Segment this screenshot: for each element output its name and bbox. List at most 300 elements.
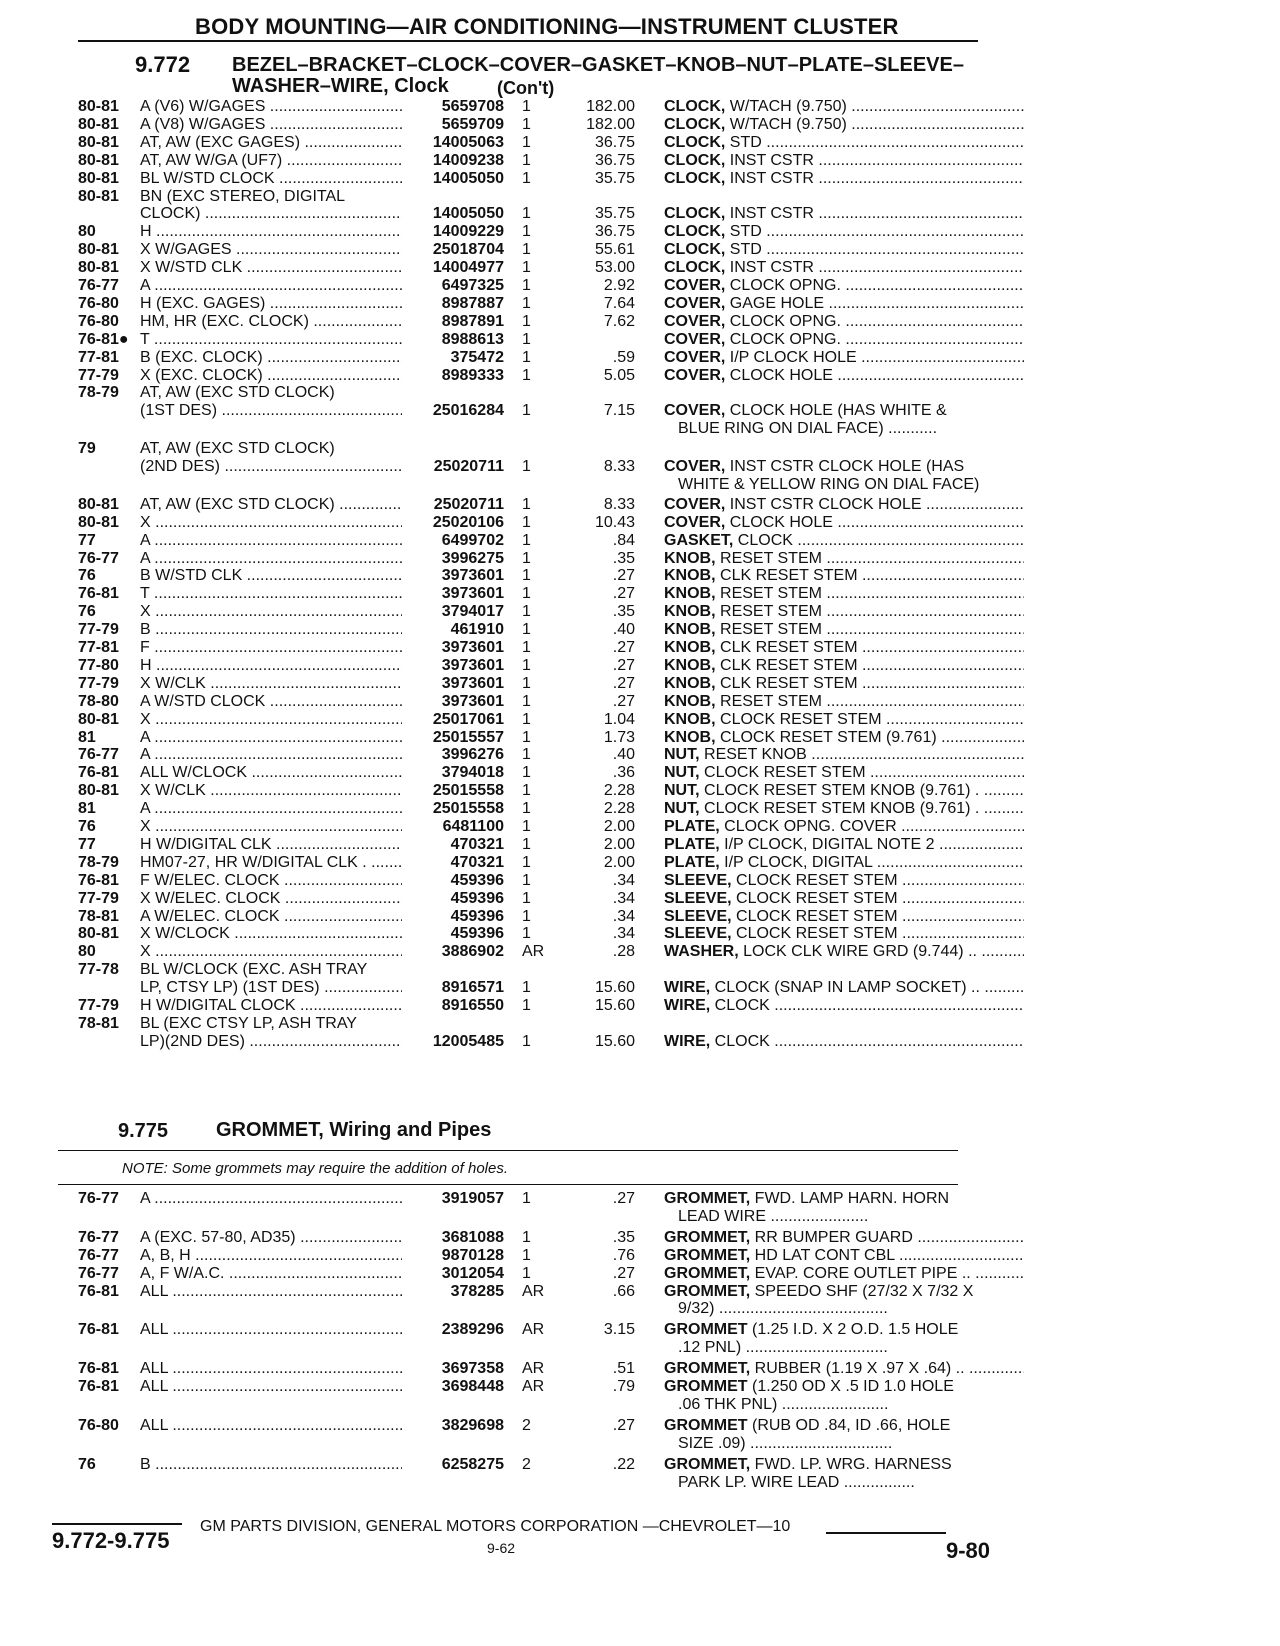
quantity: 1 [522, 348, 531, 366]
part-name: PLATE, [664, 853, 720, 871]
table-row [0, 1417, 1020, 1435]
quantity: 1 [522, 925, 531, 943]
price: .84 [612, 531, 635, 549]
part-number: 8987887 [441, 294, 504, 312]
table-row [0, 188, 1020, 206]
part-detail: CLOCK [710, 997, 770, 1014]
part-name: CLOCK, [664, 98, 726, 115]
part-name: CLOCK, [664, 259, 726, 277]
model-year: 80-81 [78, 169, 119, 187]
part-description [664, 1417, 1024, 1435]
application: ALL ..... [140, 1417, 402, 1435]
part-name: PLATE, [664, 818, 720, 835]
table-row [0, 925, 1020, 943]
section2-rule-top [58, 1150, 958, 1151]
part-detail: (RUB OD .84, ID .66, HOLE [747, 1416, 951, 1434]
application: AT, AW (EXC STD CLOCK) [140, 384, 335, 402]
part-detail: CLK RESET STEM [715, 656, 858, 674]
part-detail: CLOCK RESET STEM KNOB (9.761) . [699, 800, 980, 818]
application: A (V8) W/GAGES ..... [140, 116, 402, 134]
application: CLOCK) ..... [140, 205, 402, 223]
part-name: COVER, [664, 294, 726, 312]
application: H (EXC. GAGES) ..... [140, 295, 402, 313]
table-row [0, 349, 1020, 367]
model-year: 80 [78, 943, 96, 961]
quantity: AR [522, 1360, 545, 1378]
part-description [664, 223, 1024, 241]
part-description [664, 331, 1024, 349]
part-description [664, 349, 1024, 367]
price: .35 [612, 1228, 635, 1246]
table-row [0, 890, 1020, 908]
application: A ..... [140, 729, 402, 747]
quantity: 1 [522, 728, 531, 746]
part-detail: INST CSTR [725, 169, 814, 187]
part-name: NUT, [664, 800, 700, 818]
application: X ..... [140, 514, 402, 532]
part-detail: LOCK CLK WIRE GRD (9.744) .. [738, 943, 977, 961]
table-row [0, 1360, 1020, 1378]
table-row [0, 943, 1020, 961]
table-row [0, 1265, 1020, 1283]
quantity: 1 [522, 782, 531, 800]
price: .36 [612, 764, 635, 782]
application: LP, CTSY LP) (1ST DES) ..... [140, 979, 402, 997]
part-detail: STD [725, 241, 762, 259]
part-number: 8916571 [441, 979, 504, 997]
part-detail: EVAP. CORE OUTLET PIPE .. [750, 1264, 971, 1282]
quantity: 1 [522, 818, 531, 835]
application: A ..... [140, 532, 402, 550]
application: A ..... [140, 800, 402, 818]
model-year: 77 [78, 835, 96, 853]
quantity: AR [522, 1282, 545, 1300]
price: 8.33 [603, 495, 635, 513]
model-year: 77-79 [78, 889, 119, 907]
part-number: 3919057 [441, 1190, 504, 1207]
model-year: 77-79 [78, 997, 119, 1014]
table-row [0, 621, 1020, 639]
part-description [664, 997, 1024, 1015]
quantity: 1 [522, 223, 531, 241]
quantity: 1 [522, 639, 531, 656]
part-description [664, 514, 1024, 532]
model-year: 76-80 [78, 312, 119, 330]
part-name: KNOB, [664, 549, 716, 567]
part-description [664, 657, 1024, 675]
part-description [664, 205, 1024, 223]
part-number: 3794017 [441, 603, 504, 621]
table-row [0, 458, 1020, 476]
part-description [664, 1456, 1024, 1474]
part-number: 2389296 [441, 1321, 504, 1339]
part-detail: INST CSTR CLOCK HOLE (HAS [725, 458, 965, 475]
table-row [0, 693, 1020, 711]
part-number: 3886902 [441, 943, 504, 961]
part-description [664, 1033, 1024, 1051]
table-row [0, 567, 1020, 585]
part-number: 9870128 [441, 1246, 504, 1264]
quantity: 1 [522, 495, 531, 513]
table-row [0, 1015, 1020, 1033]
model-year: 77-79 [78, 674, 119, 692]
model-year: 80-81 [78, 710, 119, 728]
footer-rule-left [52, 1523, 182, 1525]
part-number: 12005485 [432, 1032, 504, 1050]
part-detail: INST CSTR [725, 205, 814, 223]
part-name: GROMMET, [664, 1264, 751, 1282]
part-number: 14005050 [432, 169, 504, 187]
table-row [0, 259, 1020, 277]
model-year: 79 [78, 440, 96, 458]
price: .35 [612, 603, 635, 621]
part-name: WASHER, [664, 943, 739, 961]
price: 36.75 [594, 223, 635, 241]
application: A W/ELEC. CLOCK ..... [140, 908, 402, 926]
application: A W/STD CLOCK ..... [140, 693, 402, 711]
model-year: 80-81 [78, 782, 119, 800]
model-year: 76-80 [78, 294, 119, 312]
part-name: GROMMET, [664, 1360, 751, 1378]
part-description [664, 1321, 1024, 1339]
part-name: KNOB, [664, 692, 716, 710]
application: ALL ..... [140, 1378, 402, 1396]
price: 7.62 [603, 312, 635, 330]
part-detail: CLOCK OPNG. COVER [719, 818, 897, 835]
quantity: 1 [522, 205, 531, 223]
quantity: 1 [522, 835, 531, 853]
quantity: 1 [522, 549, 531, 567]
part-number: 25015558 [432, 800, 504, 818]
part-name: COVER, [664, 513, 726, 531]
model-year: 76 [78, 818, 96, 835]
part-detail: CLK RESET STEM [715, 674, 858, 692]
price: 15.60 [594, 997, 635, 1014]
part-description [664, 585, 1024, 603]
application: ALL ..... [140, 1283, 402, 1301]
application: X ..... [140, 943, 402, 961]
part-detail: CLOCK OPNG. [725, 312, 841, 330]
table-row [0, 313, 1020, 331]
model-year: 77-79 [78, 621, 119, 639]
footer-rule-right [826, 1532, 946, 1534]
quantity: 1 [522, 241, 531, 259]
model-year: 80-81 [78, 151, 119, 169]
part-number: 461910 [450, 621, 504, 639]
price: .34 [612, 871, 635, 889]
model-year: 76-77 [78, 746, 119, 764]
quantity: 1 [522, 853, 531, 871]
part-number: 3973601 [441, 674, 504, 692]
part-detail: CLOCK OPNG. [725, 277, 841, 294]
table-row [0, 550, 1020, 568]
part-number: 459396 [450, 889, 504, 907]
price: 7.15 [603, 402, 635, 420]
model-year: 76 [78, 567, 96, 585]
price: .27 [612, 656, 635, 674]
quantity: 1 [522, 997, 531, 1014]
price: .28 [612, 943, 635, 961]
part-description [664, 711, 1024, 729]
model-year: 80-81 [78, 925, 119, 943]
quantity: 1 [522, 330, 531, 348]
part-number: 5659709 [441, 115, 504, 133]
section-title-line1: BEZEL–BRACKET–CLOCK–COVER–GASKET–KNOB–NUT–PLATE–SLEEVE– [232, 54, 964, 76]
part-description [664, 943, 1024, 961]
part-number: 25016284 [432, 402, 504, 420]
application: X ..... [140, 711, 402, 729]
part-description [664, 1190, 1024, 1208]
part-name: SLEEVE, [664, 925, 732, 943]
application: A ..... [140, 1190, 402, 1208]
part-name: SLEEVE, [664, 889, 732, 907]
part-description-continued: WHITE & YELLOW RING ON DIAL FACE) [678, 475, 980, 493]
part-description [664, 746, 1024, 764]
part-name: GROMMET, [664, 1455, 751, 1473]
part-detail: CLOCK HOLE [725, 513, 833, 531]
table-row [0, 711, 1020, 729]
price: .27 [612, 1264, 635, 1282]
part-number: 25018704 [432, 241, 504, 259]
quantity: 1 [522, 871, 531, 889]
quantity: 1 [522, 513, 531, 531]
part-description [664, 854, 1024, 872]
table-row [0, 1190, 1020, 1208]
part-name: KNOB, [664, 710, 716, 728]
table-row [0, 1456, 1020, 1474]
price: 2.28 [603, 800, 635, 818]
price: 2.92 [603, 277, 635, 294]
part-detail: CLOCK (SNAP IN LAMP SOCKET) .. [710, 979, 980, 997]
part-number: 3996275 [441, 549, 504, 567]
part-description [664, 550, 1024, 568]
quantity: 1 [522, 98, 531, 115]
price: .40 [612, 746, 635, 764]
application: BL (EXC CTSY LP, ASH TRAY [140, 1014, 357, 1032]
table-row [0, 746, 1020, 764]
part-detail: INST CSTR [725, 151, 814, 169]
part-name: COVER, [664, 458, 726, 475]
price: 35.75 [594, 169, 635, 187]
table-row [0, 116, 1020, 134]
part-description [664, 259, 1024, 277]
part-description [664, 295, 1024, 313]
table-row [0, 514, 1020, 532]
table-row [0, 657, 1020, 675]
model-year: 78-79 [78, 384, 119, 402]
model-year: 78-80 [78, 692, 119, 710]
price: 7.64 [603, 294, 635, 312]
model-year: 77-79 [78, 366, 119, 384]
price: 5.05 [603, 366, 635, 384]
part-number: 3794018 [441, 764, 504, 782]
model-year: 77-78 [78, 961, 119, 979]
page-header: BODY MOUNTING—AIR CONDITIONING—INSTRUMENT CLUSTER [195, 14, 899, 39]
application: X ..... [140, 603, 402, 621]
quantity: AR [522, 1321, 545, 1339]
application: A (EXC. 57-80, AD35) ..... [140, 1229, 402, 1247]
model-year: 76-81 [78, 1282, 119, 1300]
part-name: GROMMET, [664, 1190, 751, 1207]
part-number: 8989333 [441, 366, 504, 384]
table-row [0, 997, 1020, 1015]
quantity: 1 [522, 585, 531, 603]
application: B ..... [140, 621, 402, 639]
quantity: 1 [522, 115, 531, 133]
application: A ..... [140, 746, 402, 764]
model-year: 80-81 [78, 259, 119, 277]
part-name: CLOCK, [664, 133, 726, 151]
table-row [0, 134, 1020, 152]
part-detail: GAGE HOLE [725, 294, 825, 312]
model-year: 80-81 [78, 513, 119, 531]
part-number: 3697358 [441, 1360, 504, 1378]
table-row [0, 440, 1020, 458]
part-description-continued: SIZE .09) ................................ [678, 1434, 893, 1452]
model-year: 76 [78, 1455, 96, 1473]
part-description [664, 1247, 1024, 1265]
table-row [0, 872, 1020, 890]
table-row [0, 367, 1020, 385]
quantity: 1 [522, 1246, 531, 1264]
part-number: 14005063 [432, 133, 504, 151]
part-description [664, 367, 1024, 385]
price: 2.00 [603, 853, 635, 871]
model-year: 76 [78, 603, 96, 621]
table-row [0, 854, 1020, 872]
part-name: KNOB, [664, 656, 716, 674]
quantity: 1 [522, 692, 531, 710]
part-name: SLEEVE, [664, 907, 732, 925]
model-year: 76-80 [78, 1416, 119, 1434]
section2-rule-bottom [58, 1184, 958, 1185]
quantity: 1 [522, 1228, 531, 1246]
model-year: 76-77 [78, 277, 119, 294]
price: .34 [612, 925, 635, 943]
part-number: 6497325 [441, 277, 504, 294]
quantity: 1 [522, 1190, 531, 1207]
quantity: 1 [522, 169, 531, 187]
part-name: KNOB, [664, 674, 716, 692]
part-description [664, 98, 1024, 116]
part-description [664, 890, 1024, 908]
quantity: 1 [522, 567, 531, 585]
price: .27 [612, 674, 635, 692]
model-year: 77-81 [78, 348, 119, 366]
part-description [664, 402, 1024, 420]
part-description-continued: LEAD WIRE ...................... [678, 1207, 869, 1225]
table-row [0, 1247, 1020, 1265]
application: AT, AW W/GA (UF7) ..... [140, 152, 402, 170]
table-row [0, 961, 1020, 979]
quantity: 1 [522, 312, 531, 330]
price: .66 [612, 1282, 635, 1300]
part-detail: FWD. LAMP HARN. HORN [750, 1190, 950, 1207]
application: ALL ..... [140, 1360, 402, 1378]
part-name: COVER, [664, 330, 726, 348]
quantity: 1 [522, 746, 531, 764]
model-year: 76-77 [78, 1228, 119, 1246]
model-year: 80 [78, 223, 96, 241]
part-detail: INST CSTR CLOCK HOLE [725, 495, 922, 513]
quantity: 1 [522, 277, 531, 294]
part-number: 14009229 [432, 223, 504, 241]
part-name: KNOB, [664, 567, 716, 585]
application: F ..... [140, 639, 402, 657]
model-year: 76-77 [78, 1264, 119, 1282]
quantity: 1 [522, 1264, 531, 1282]
table-row [0, 1378, 1020, 1396]
application: B W/STD CLK ..... [140, 567, 402, 585]
part-name: COVER, [664, 366, 726, 384]
quantity: 1 [522, 133, 531, 151]
table-row [0, 782, 1020, 800]
quantity: 1 [522, 674, 531, 692]
quantity: 2 [522, 1455, 531, 1473]
part-description [664, 836, 1024, 854]
price: .27 [612, 639, 635, 656]
application: AT, AW (EXC GAGES) ..... [140, 134, 402, 152]
price: .51 [612, 1360, 635, 1378]
quantity: 1 [522, 907, 531, 925]
part-detail: CLOCK RESET STEM KNOB (9.761) . [699, 782, 980, 800]
part-description [664, 675, 1024, 693]
part-detail: RESET STEM [715, 549, 822, 567]
section-cont-label: (Con't) [497, 78, 555, 98]
part-name: GROMMET [664, 1321, 748, 1339]
price: 36.75 [594, 133, 635, 151]
part-number: 3829698 [441, 1416, 504, 1434]
part-number: 25020711 [433, 495, 504, 513]
part-description [664, 152, 1024, 170]
part-name: CLOCK, [664, 151, 726, 169]
part-description [664, 818, 1024, 836]
part-description [664, 1360, 1024, 1378]
price: 182.00 [586, 115, 635, 133]
application: F W/ELEC. CLOCK ..... [140, 872, 402, 890]
part-detail: FWD. LP. WRG. HARNESS [750, 1455, 952, 1473]
quantity: 1 [522, 531, 531, 549]
application: H ..... [140, 657, 402, 675]
part-detail: CLOCK RESET STEM (9.761) [715, 728, 937, 746]
quantity: 1 [522, 1032, 531, 1050]
model-year: 80-81 [78, 241, 119, 259]
price: .34 [612, 907, 635, 925]
part-description [664, 458, 1024, 476]
part-number: 14005050 [432, 205, 504, 223]
part-number: 459396 [450, 871, 504, 889]
part-number: 6481100 [442, 818, 504, 835]
price: .27 [612, 1416, 635, 1434]
part-description [664, 693, 1024, 711]
table-row [0, 836, 1020, 854]
part-number: 459396 [450, 925, 504, 943]
part-number: 459396 [450, 907, 504, 925]
price: .35 [612, 549, 635, 567]
part-detail: W/TACH (9.750) [725, 98, 847, 115]
part-name: NUT, [664, 782, 700, 800]
part-detail: CLK RESET STEM [715, 639, 858, 656]
part-detail: (1.250 OD X .5 ID 1.0 HOLE [747, 1378, 954, 1395]
price: .27 [612, 692, 635, 710]
part-detail: CLOCK RESET STEM [731, 889, 898, 907]
table-row [0, 800, 1020, 818]
price: 35.75 [594, 205, 635, 223]
price: .79 [612, 1378, 635, 1395]
part-name: CLOCK, [664, 115, 726, 133]
application: T ..... [140, 331, 402, 349]
application: (1ST DES) ..... [140, 402, 402, 420]
